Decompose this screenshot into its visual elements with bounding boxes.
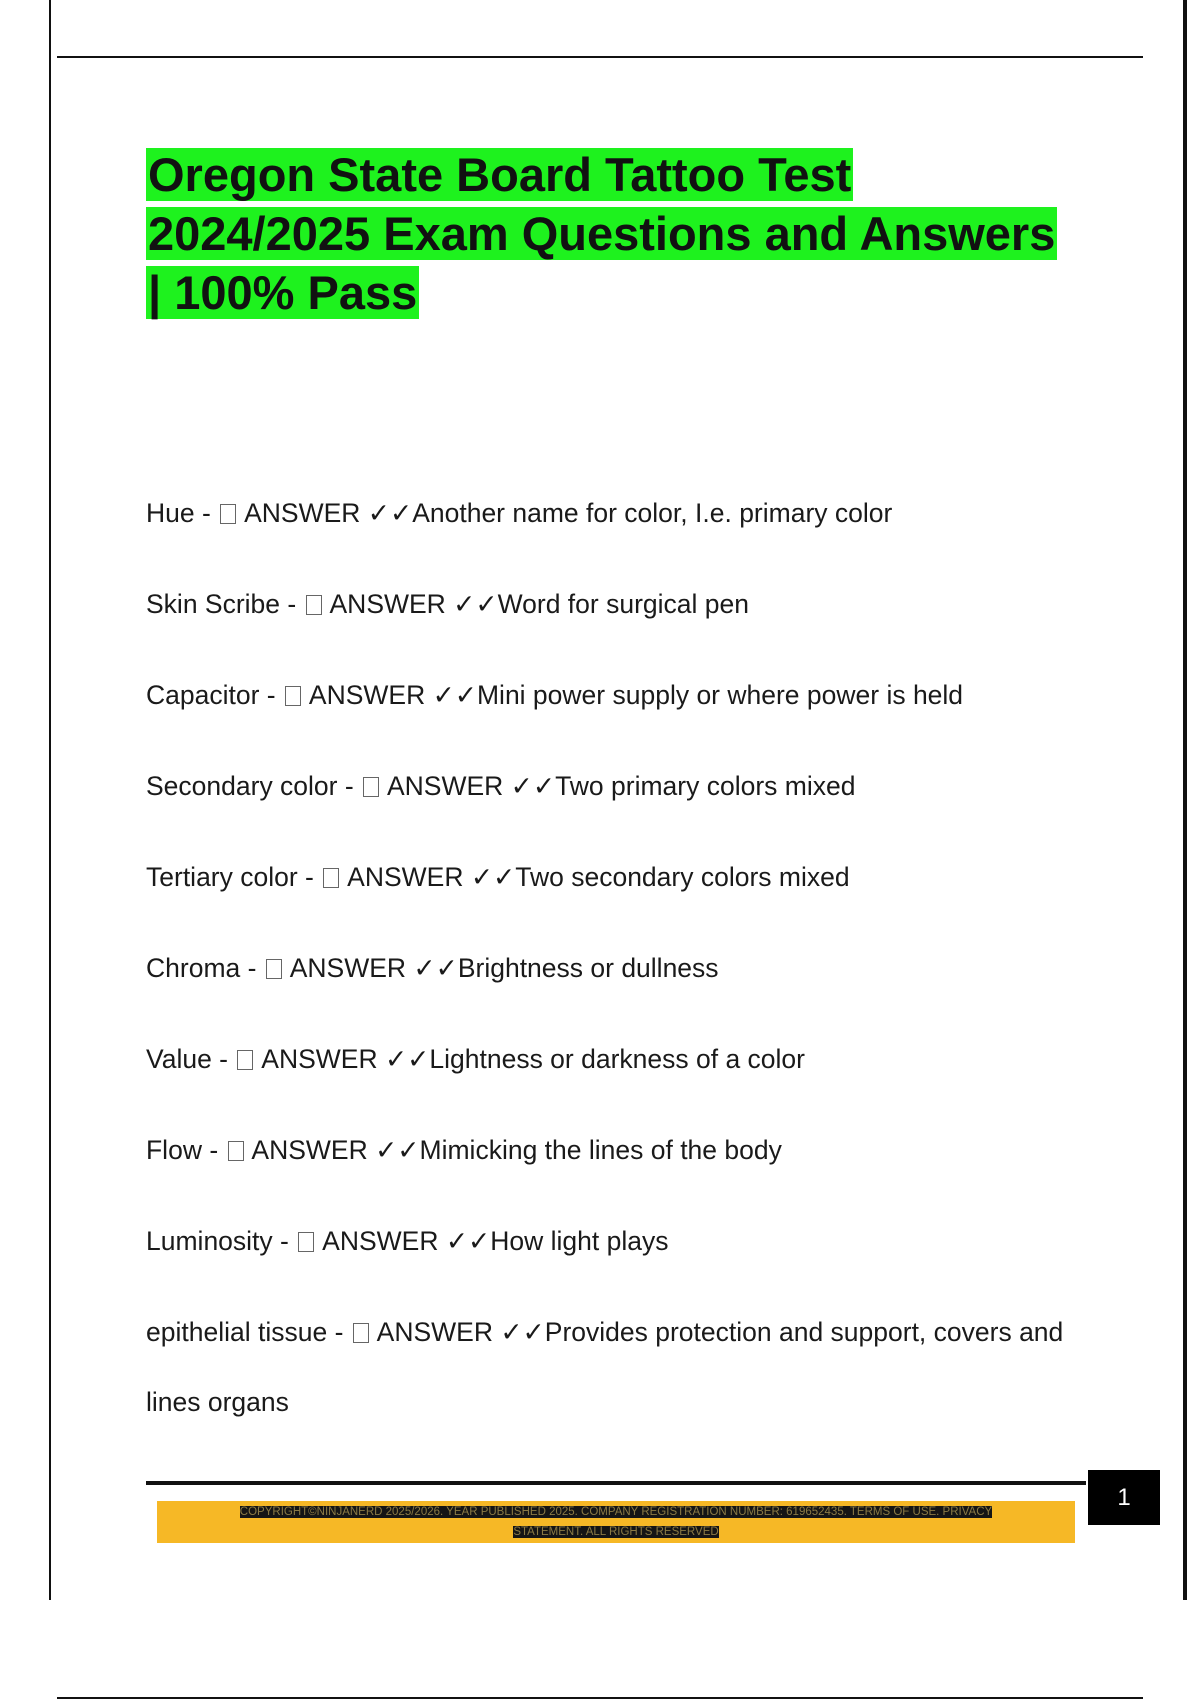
page-number: 1	[1088, 1470, 1160, 1525]
document-title	[146, 145, 1086, 322]
qa-item: Chroma - ANSWER ✓✓Brightness or dullness	[146, 953, 719, 983]
qa-term: Tertiary color	[146, 862, 298, 892]
title-line-1: Oregon State Board Tattoo Test	[148, 148, 852, 201]
answer-label: ANSWER ✓✓	[376, 1317, 545, 1347]
qa-term: Skin Scribe	[146, 589, 281, 619]
checkbox-glyph-icon	[353, 1323, 369, 1343]
qa-term: epithelial tissue	[146, 1317, 328, 1347]
qa-answer: Two primary colors mixed	[555, 771, 856, 801]
qa-term: Luminosity	[146, 1226, 273, 1256]
qa-answer: Mimicking the lines of the body	[419, 1135, 782, 1165]
answer-label: ANSWER ✓✓	[244, 498, 413, 528]
qa-term: Flow	[146, 1135, 202, 1165]
qa-answer: Brightness or dullness	[457, 953, 719, 983]
qa-item: Hue - ANSWER ✓✓Another name for color, I.e. primary color	[146, 498, 893, 528]
title-line-2: 2024/2025 Exam Questions and Answers	[148, 207, 1056, 260]
qa-item: Flow - ANSWER ✓✓Mimicking the lines of the body	[146, 1135, 782, 1165]
qa-answer: Two secondary colors mixed	[515, 862, 850, 892]
checkbox-glyph-icon	[237, 1050, 253, 1070]
qa-item: Value - ANSWER ✓✓Lightness or darkness of a color	[146, 1044, 805, 1074]
header-rule	[57, 56, 1143, 58]
answer-label: ANSWER ✓✓	[329, 589, 498, 619]
copyright-line-2: STATEMENT. ALL RIGHTS RESERVED	[513, 1526, 719, 1538]
qa-term: Chroma	[146, 953, 241, 983]
footer-rule	[146, 1481, 1086, 1485]
page-border-right	[1183, 0, 1187, 1600]
next-page-rule	[57, 1697, 1143, 1699]
qa-item: Capacitor - ANSWER ✓✓Mini power supply or where power is held	[146, 680, 964, 710]
checkbox-glyph-icon	[228, 1141, 244, 1161]
qa-answer: How light plays	[490, 1226, 669, 1256]
qa-list	[146, 478, 1106, 1437]
checkbox-glyph-icon	[298, 1232, 314, 1252]
copyright-notice	[157, 1501, 1075, 1543]
answer-label: ANSWER ✓✓	[386, 771, 556, 801]
qa-term: Hue	[146, 498, 195, 528]
answer-label: ANSWER ✓✓	[308, 680, 477, 710]
answer-label: ANSWER ✓✓	[289, 953, 458, 983]
qa-item: Tertiary color - ANSWER ✓✓Two secondary colors mixed	[146, 862, 850, 892]
qa-answer: Mini power supply or where power is held	[476, 680, 964, 710]
qa-answer: Lightness or darkness of a color	[429, 1044, 805, 1074]
qa-answer: Another name for color, I.e. primary color	[412, 498, 893, 528]
checkbox-glyph-icon	[306, 595, 322, 615]
qa-term: Capacitor	[146, 680, 260, 710]
title-line-3: | 100% Pass	[148, 266, 418, 319]
answer-label: ANSWER ✓✓	[261, 1044, 430, 1074]
answer-label: ANSWER ✓✓	[251, 1135, 420, 1165]
checkbox-glyph-icon	[220, 504, 236, 524]
copyright-line-1: COPYRIGHT©NINJANERD 2025/2026. YEAR PUBLISHED 2025. COMPANY REGISTRATION NUMBER: 619652435. TERMS OF USE. PRIVACY	[239, 1506, 993, 1518]
checkbox-glyph-icon	[266, 959, 282, 979]
qa-item: epithelial tissue - ANSWER ✓✓Provides protection and support, covers and lines organs	[146, 1317, 1064, 1417]
qa-item: Luminosity - ANSWER ✓✓How light plays	[146, 1226, 669, 1256]
checkbox-glyph-icon	[363, 777, 379, 797]
qa-term: Value	[146, 1044, 212, 1074]
qa-term: Secondary color	[146, 771, 338, 801]
answer-label: ANSWER ✓✓	[322, 1226, 491, 1256]
checkbox-glyph-icon	[285, 686, 301, 706]
page-border-left	[49, 0, 51, 1600]
qa-answer: Word for surgical pen	[497, 589, 749, 619]
qa-item: Secondary color - ANSWER ✓✓Two primary colors mixed	[146, 771, 856, 801]
qa-answer: Provides protection and support, covers and lines organs	[146, 1317, 1064, 1417]
answer-label: ANSWER ✓✓	[347, 862, 516, 892]
qa-item: Skin Scribe - ANSWER ✓✓Word for surgical pen	[146, 589, 749, 619]
checkbox-glyph-icon	[323, 868, 339, 888]
